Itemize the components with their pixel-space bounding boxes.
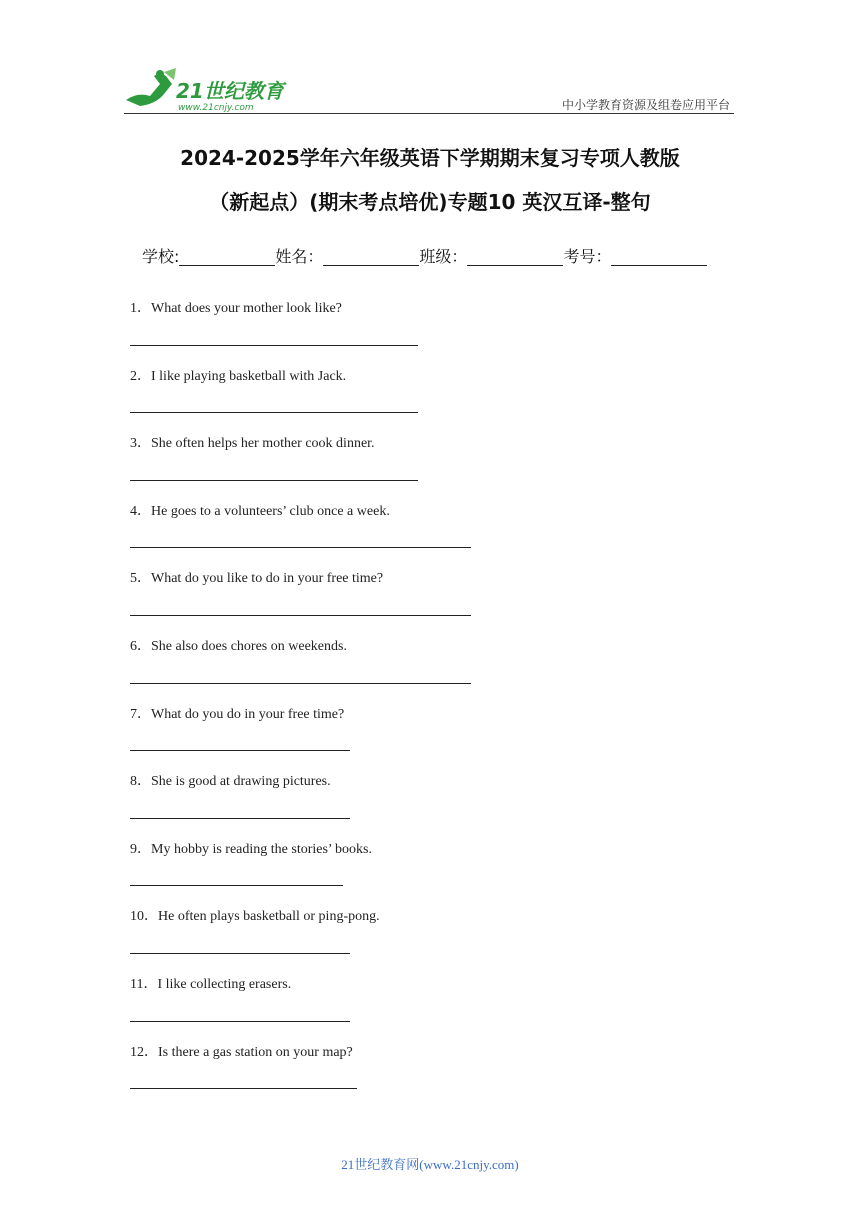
page-title-line2: （新起点）(期末考点培优)专题10 英汉互译-整句 — [209, 190, 651, 214]
question-8: 8．She is good at drawing pictures. — [130, 774, 331, 789]
answer-line-11[interactable] — [130, 1021, 350, 1022]
answer-line-10[interactable] — [130, 953, 350, 954]
answer-line-6[interactable] — [130, 683, 471, 684]
school-blank[interactable] — [179, 247, 275, 266]
question-1: 1．What does your mother look like? — [130, 301, 342, 316]
name-label: 姓名： — [275, 247, 324, 266]
question-2: 2．I like playing basketball with Jack. — [130, 369, 347, 384]
site-logo — [120, 66, 290, 116]
exam-no-label: 考号： — [563, 247, 612, 266]
question-12: 12．Is there a gas station on your map? — [130, 1045, 353, 1060]
header-divider — [124, 113, 734, 114]
header-tagline: 中小学教育资源及组卷应用平台 — [561, 98, 730, 112]
answer-line-2[interactable] — [130, 412, 418, 413]
answer-line-8[interactable] — [130, 818, 350, 819]
answer-line-7[interactable] — [130, 750, 350, 751]
question-4: 4．He goes to a volunteers’ club once a week. — [130, 504, 390, 519]
question-6: 6．She also does chores on weekends. — [130, 639, 347, 654]
answer-line-1[interactable] — [130, 345, 418, 346]
question-3: 3．She often helps her mother cook dinner. — [130, 436, 375, 451]
question-9: 9．My hobby is reading the stories’ books. — [130, 842, 372, 857]
logo-url: www.21cnjy.com — [178, 103, 254, 113]
answer-line-12[interactable] — [130, 1088, 357, 1089]
question-10: 10．He often plays basketball or ping-pong. — [130, 909, 380, 924]
answer-line-5[interactable] — [130, 615, 471, 616]
exam-no-blank[interactable] — [611, 247, 707, 266]
question-7: 7．What do you do in your free time? — [130, 707, 345, 722]
page-title-line1: 2024-2025学年六年级英语下学期期末复习专项人教版 — [180, 146, 680, 170]
logo-text: 21世纪教育 — [176, 79, 284, 103]
answer-line-4[interactable] — [130, 547, 471, 548]
name-blank[interactable] — [323, 247, 419, 266]
school-label: 学校: — [142, 247, 180, 266]
student-info-row — [142, 244, 707, 267]
footer-link[interactable]: 21世纪教育网(www.21cnjy.com) — [341, 1157, 519, 1172]
class-label: 班级： — [419, 247, 468, 266]
question-11: 11．I like collecting erasers. — [130, 977, 292, 992]
logo-runner-icon — [120, 66, 290, 116]
class-blank[interactable] — [467, 247, 563, 266]
answer-line-3[interactable] — [130, 480, 418, 481]
answer-line-9[interactable] — [130, 885, 343, 886]
question-5: 5．What do you like to do in your free time? — [130, 571, 384, 586]
